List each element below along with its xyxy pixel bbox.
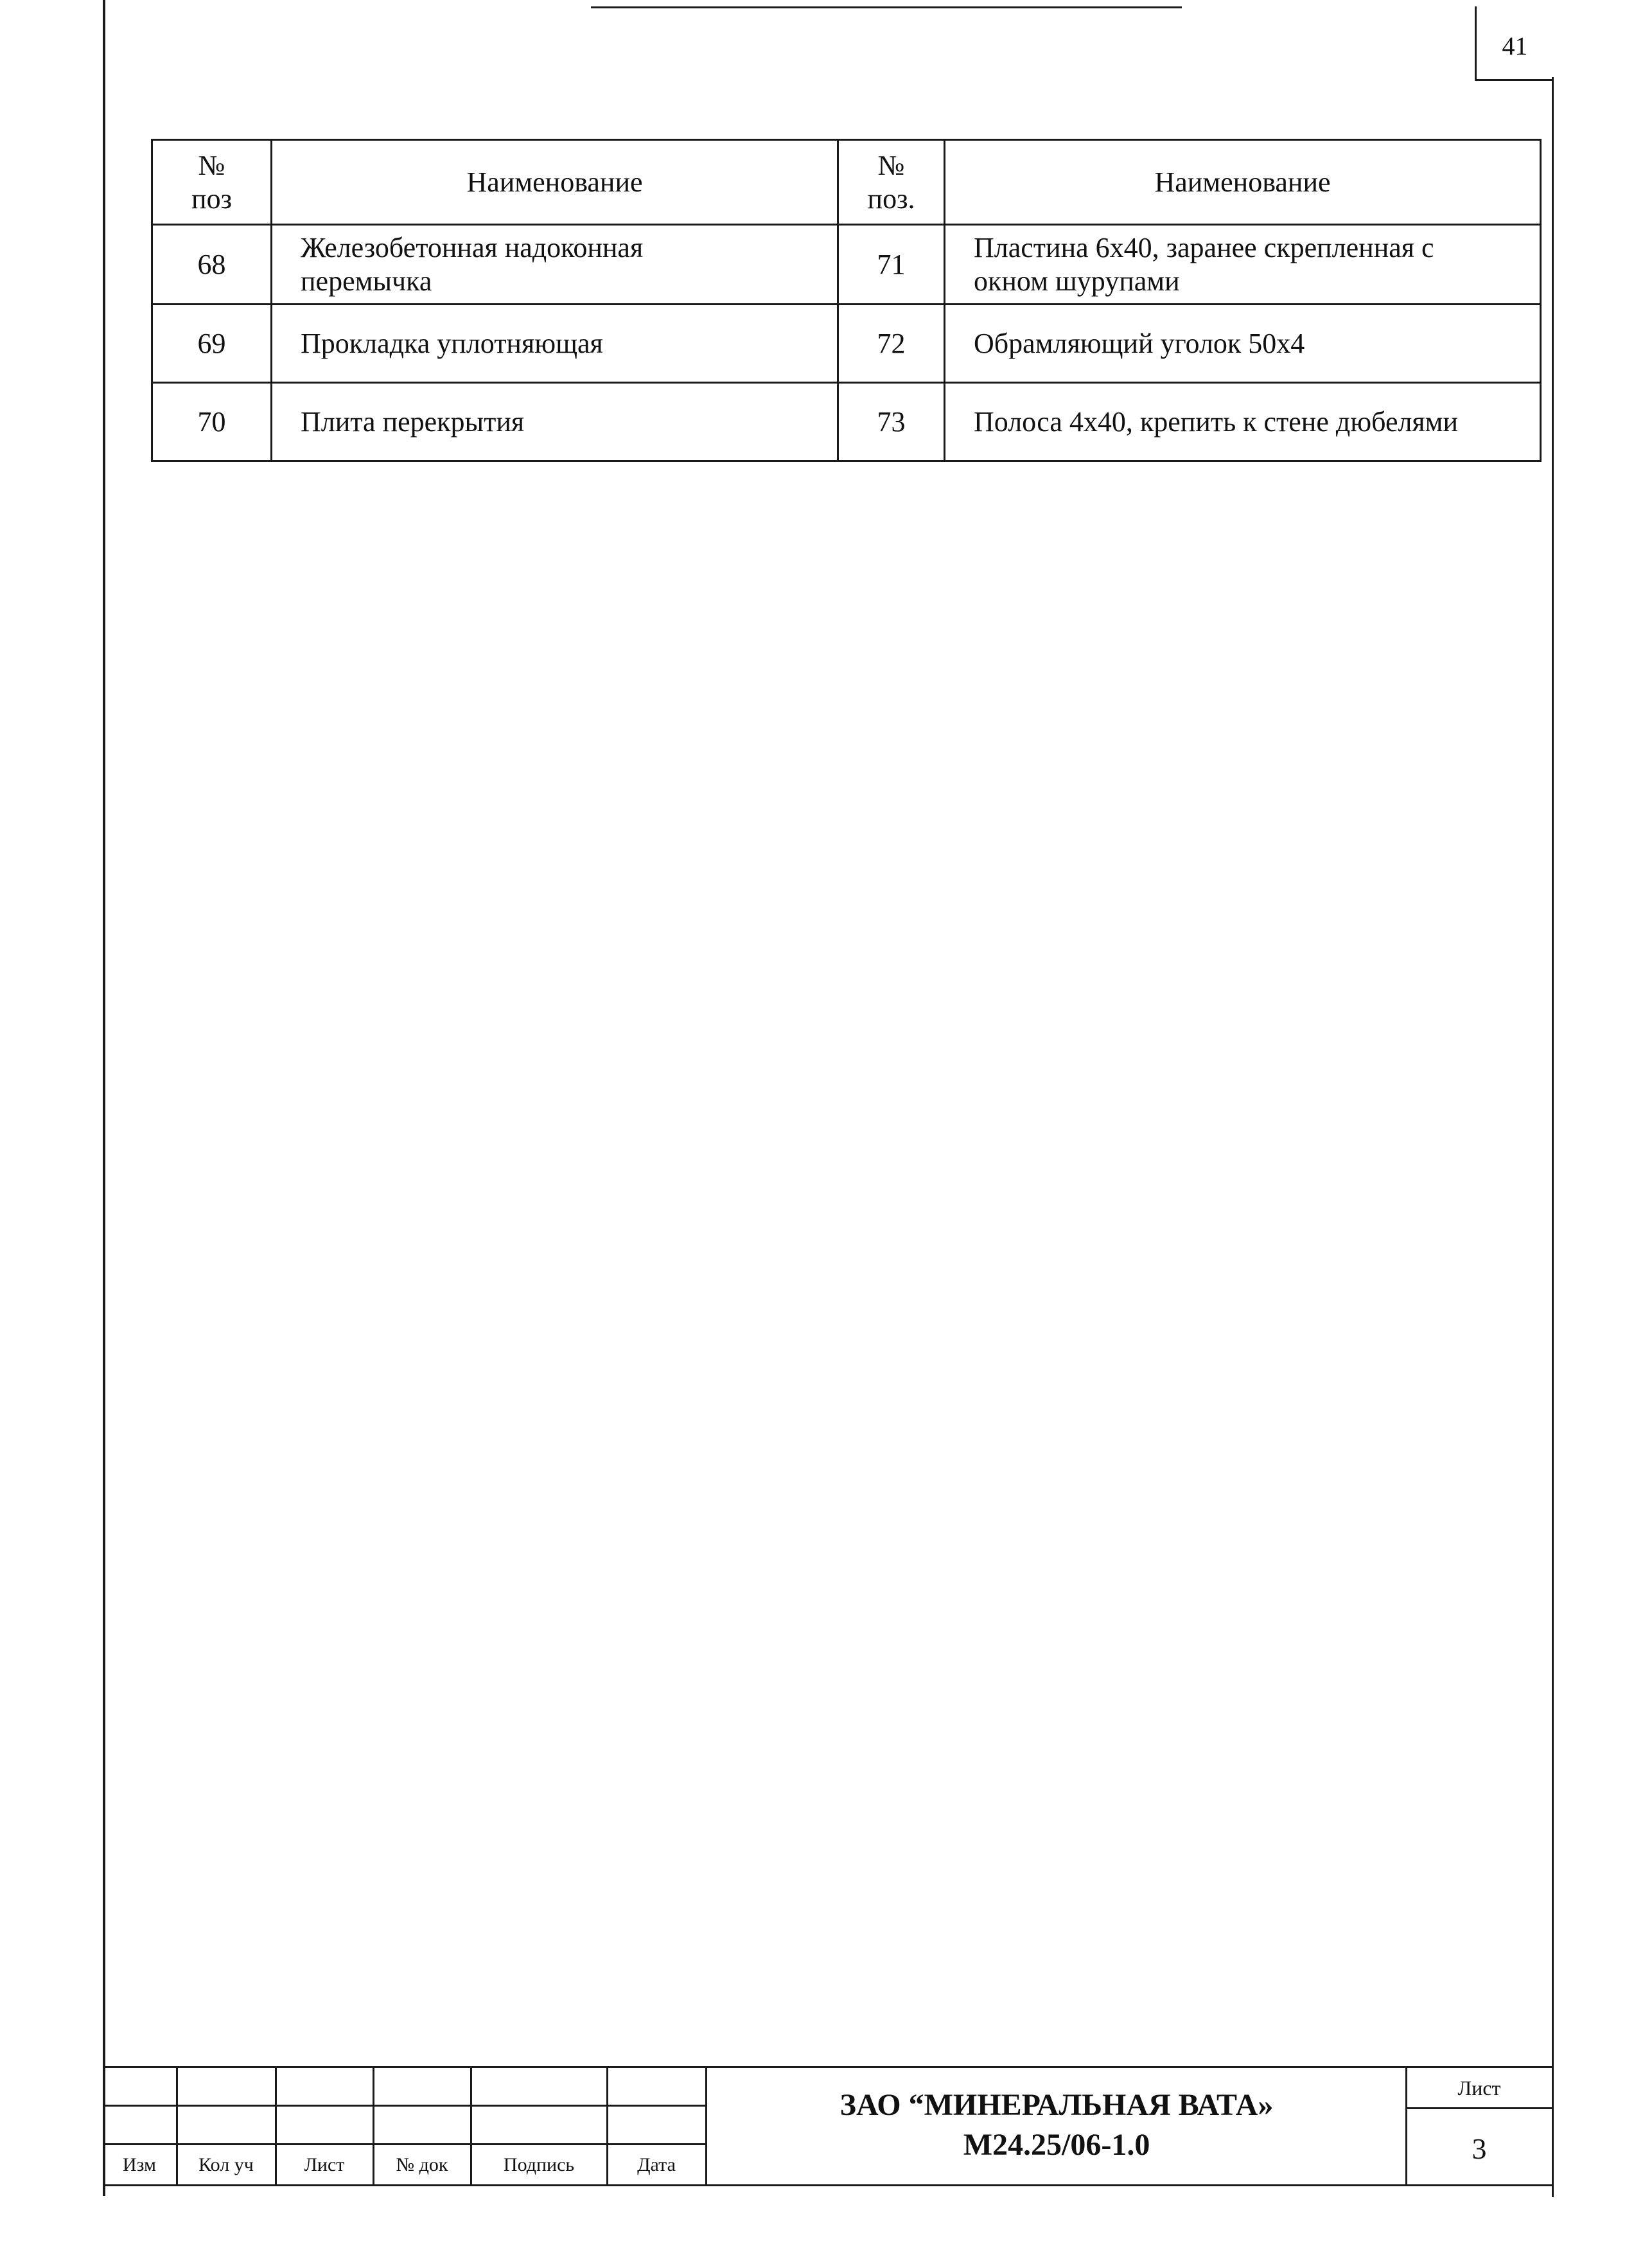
sheet-number: 3 [1472,2132,1487,2165]
row-pos-left: 68 [152,225,272,305]
row-pos-right: 73 [838,383,945,461]
header-name-left: Наименование [272,140,838,225]
column-label-izm: Изм [122,2154,157,2175]
column-label-doc-number: № док [396,2154,448,2175]
row-name-left: Прокладка уплотняющая [272,305,838,383]
header-name-right: Наименование [945,140,1541,225]
title-block-top-line [103,2066,1554,2068]
frame-left-border [103,0,105,2196]
title-block-sheet-divider [1407,2107,1554,2109]
column-label-kol-uch: Кол уч [198,2154,254,2175]
page-number-box [1475,6,1553,81]
row-name-left: Плита перекрытия [272,383,838,461]
row-name-right: Обрамляющий уголок 50x4 [945,305,1541,383]
column-label-list: Лист [304,2154,345,2175]
document-code: М24.25/06-1.0 [963,2128,1150,2162]
frame-right-border [1552,77,1554,2197]
page-number: 41 [1502,31,1528,60]
column-label-signature: Подпись [503,2154,575,2175]
row-name-right [945,225,1541,305]
document-title [707,2085,1407,2165]
table-row [152,383,1541,461]
specification-table [151,139,1542,462]
row-name-left-line: Железобетонная надоконная [301,231,644,263]
row-pos-right: 71 [838,225,945,305]
row-pos-right: 72 [838,305,945,383]
row-pos-left: 70 [152,383,272,461]
top-edge-line [591,6,1182,8]
table-header-row [152,140,1541,225]
header-pos-right [838,140,945,225]
table-row [152,225,1541,305]
column-label-date: Дата [637,2154,676,2175]
row-name-left [272,225,838,305]
row-name-right: Полоса 4x40, крепить к стене дюбелями [945,383,1541,461]
title-block-row-line [103,2105,707,2107]
header-pos-left-text: поз [191,182,232,215]
sheet-label: Лист [1457,2076,1501,2100]
header-pos-right-text: поз. [867,182,915,215]
title-block-bottom-line [103,2184,1554,2186]
row-name-right-line: окном шурупами [974,265,1180,297]
header-pos-left-symbol: № [198,149,225,181]
row-name-left-line: перемычка [301,265,432,297]
row-name-right-line: Пластина 6x40, заранее скрепленная с [974,231,1434,263]
header-pos-right-symbol: № [877,149,905,181]
title-block-row-line [103,2143,707,2145]
table-row [152,305,1541,383]
header-pos-left [152,140,272,225]
company-name: ЗАО “МИНЕРАЛЬНАЯ ВАТА» [839,2088,1274,2122]
row-pos-left: 69 [152,305,272,383]
